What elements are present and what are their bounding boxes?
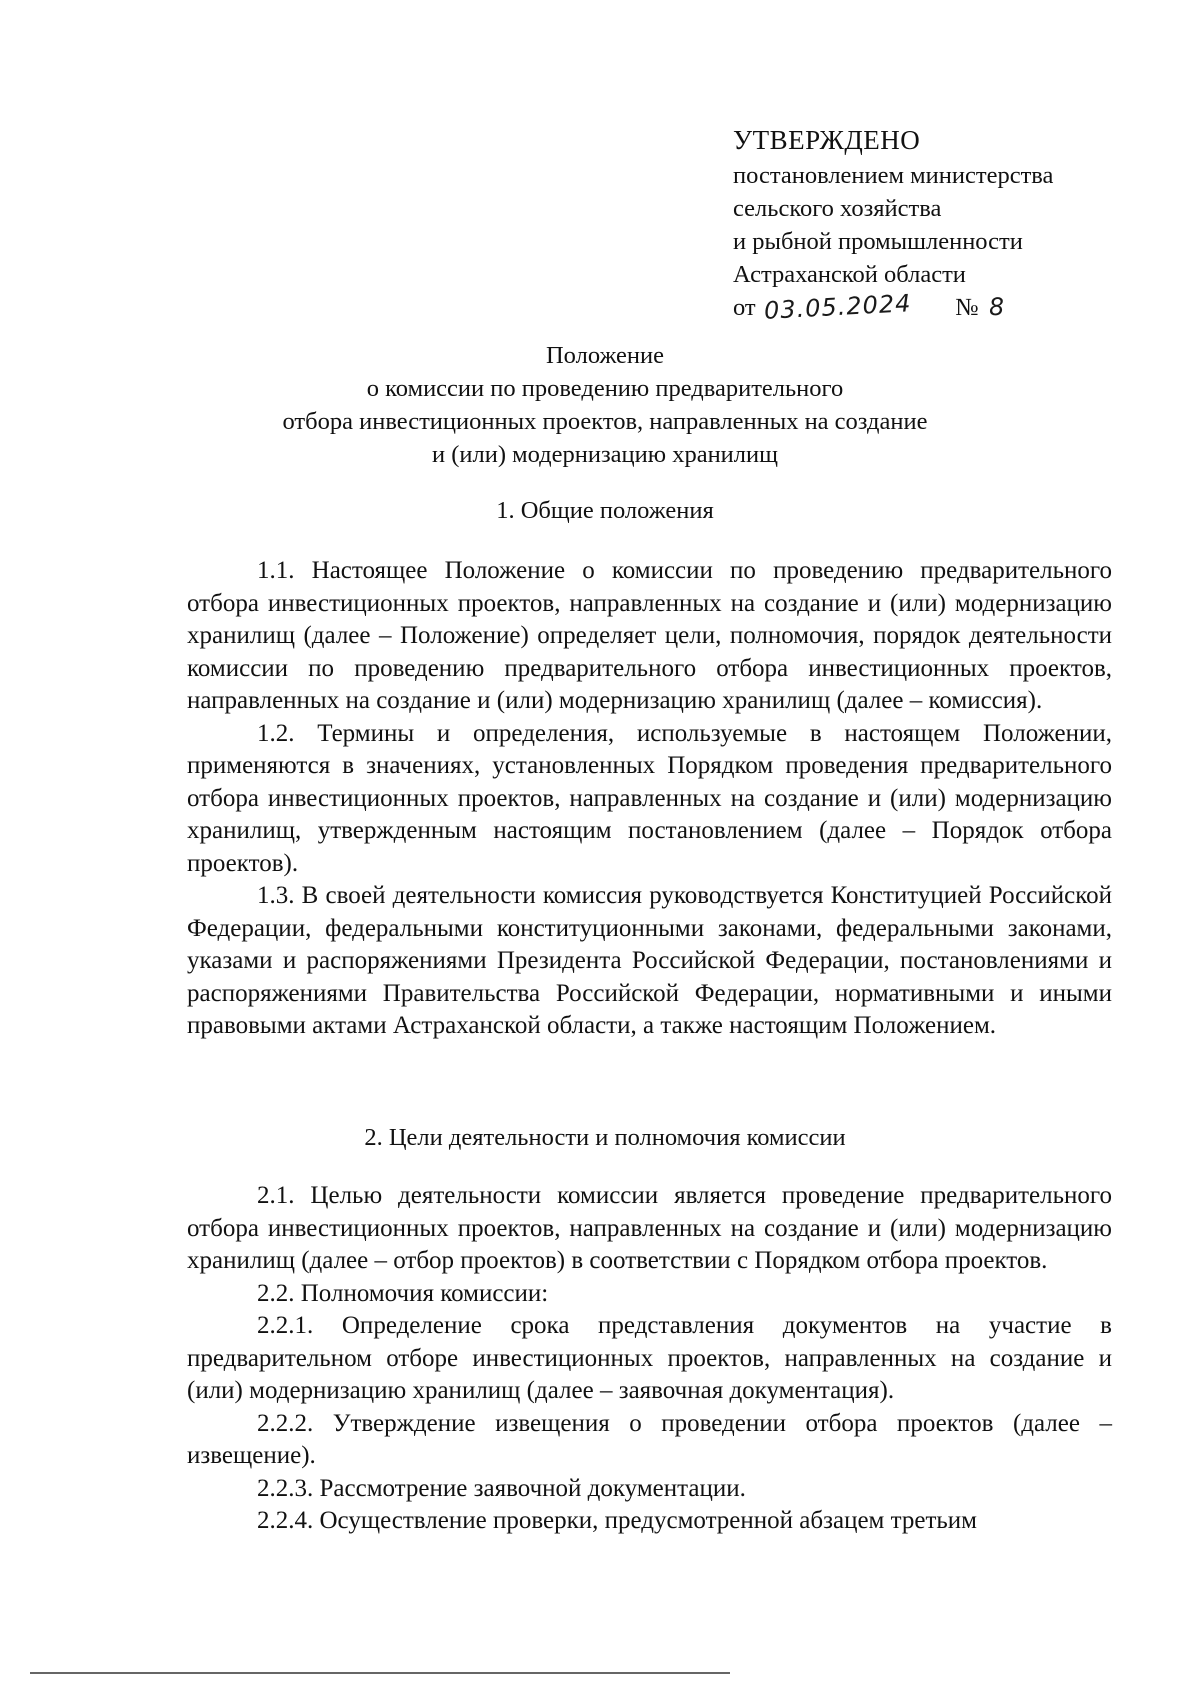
handwritten-date: 03.05.2024 bbox=[763, 289, 912, 325]
title-line: и (или) модернизацию хранилищ bbox=[432, 441, 778, 468]
document-title bbox=[210, 339, 1000, 471]
section-heading-general: 1. Общие положения bbox=[496, 497, 714, 524]
paragraph-1-3: 1.3. В своей деятельности комиссия руководствуется Конституцией Российской Федерации, федеральными конституционными законами, федеральными законами, указами и распоряжениями Президента Российской Федерации, постановлениями и распоряжениями Правительства Российской Федерации, нормативными и иными правовыми актами Астраханской области, а также настоящим Положением. bbox=[187, 882, 1112, 1039]
approval-line: и рыбной промышленности bbox=[733, 228, 1023, 255]
section-heading-goals: 2. Цели деятельности и полномочия комиссии bbox=[364, 1124, 846, 1151]
title-line: отбора инвестиционных проектов, направленных на создание bbox=[282, 408, 928, 435]
section-goals-body bbox=[187, 1180, 1112, 1538]
approval-date-line bbox=[733, 291, 1153, 324]
handwritten-number: 8 bbox=[988, 292, 1006, 322]
title-word: Положение bbox=[545, 342, 665, 369]
paragraph-2-2-3: 2.2.3. Рассмотрение заявочной документации. bbox=[257, 1474, 746, 1502]
approval-line: Астраханской области bbox=[733, 261, 966, 288]
number-prefix: № bbox=[955, 294, 979, 321]
paragraph-2-1: 2.1. Целью деятельности комиссии является проведение предварительного отбора инвестиционных проектов, направленных на создание и (или) модернизацию хранилищ (далее – отбор проектов) в соответствии с Порядком отбора проектов. bbox=[187, 1182, 1112, 1274]
approval-heading: УТВЕРЖДЕНО bbox=[733, 125, 921, 155]
paragraph-2-2: 2.2. Полномочия комиссии: bbox=[257, 1279, 549, 1307]
approval-stamp-block bbox=[733, 124, 1153, 324]
paragraph-1-1: 1.1. Настоящее Положение о комиссии по проведению предварительного отбора инвестиционных проектов, направленных на создание и (или) модернизацию хранилищ (далее – Положение) определяет цели, полномочия, порядок деятельности комиссии по проведению предварительного отбора инвестиционных проектов, направленных на создание и (или) модернизацию хранилищ (далее – комиссия). bbox=[187, 557, 1112, 714]
page-bottom-rule bbox=[30, 1672, 730, 1674]
paragraph-2-2-4: 2.2.4. Осуществление проверки, предусмотренной абзацем третьим bbox=[257, 1507, 977, 1534]
paragraph-2-2-1: 2.2.1. Определение срока представления документов на участие в предварительном отборе инвестиционных проектов, направленных на создание и (или) модернизацию хранилищ (далее – заявочная документация). bbox=[187, 1312, 1112, 1404]
section-general-body bbox=[187, 555, 1112, 1043]
title-line: о комиссии по проведению предварительного bbox=[366, 375, 844, 402]
date-prefix: от bbox=[733, 294, 756, 321]
paragraph-2-2-2: 2.2.2. Утверждение извещения о проведении отбора проектов (далее – извещение). bbox=[187, 1409, 1112, 1469]
approval-line: сельского хозяйства bbox=[733, 195, 942, 222]
approval-line: постановлением министерства bbox=[733, 162, 1054, 189]
paragraph-1-2: 1.2. Термины и определения, используемые в настоящем Положении, применяются в значениях, установленных Порядком проведения предварительного отбора инвестиционных проектов, направленных на создание и (или) модернизацию хранилищ, утвержденным настоящим постановлением (далее – Порядок отбора проектов). bbox=[187, 719, 1112, 877]
